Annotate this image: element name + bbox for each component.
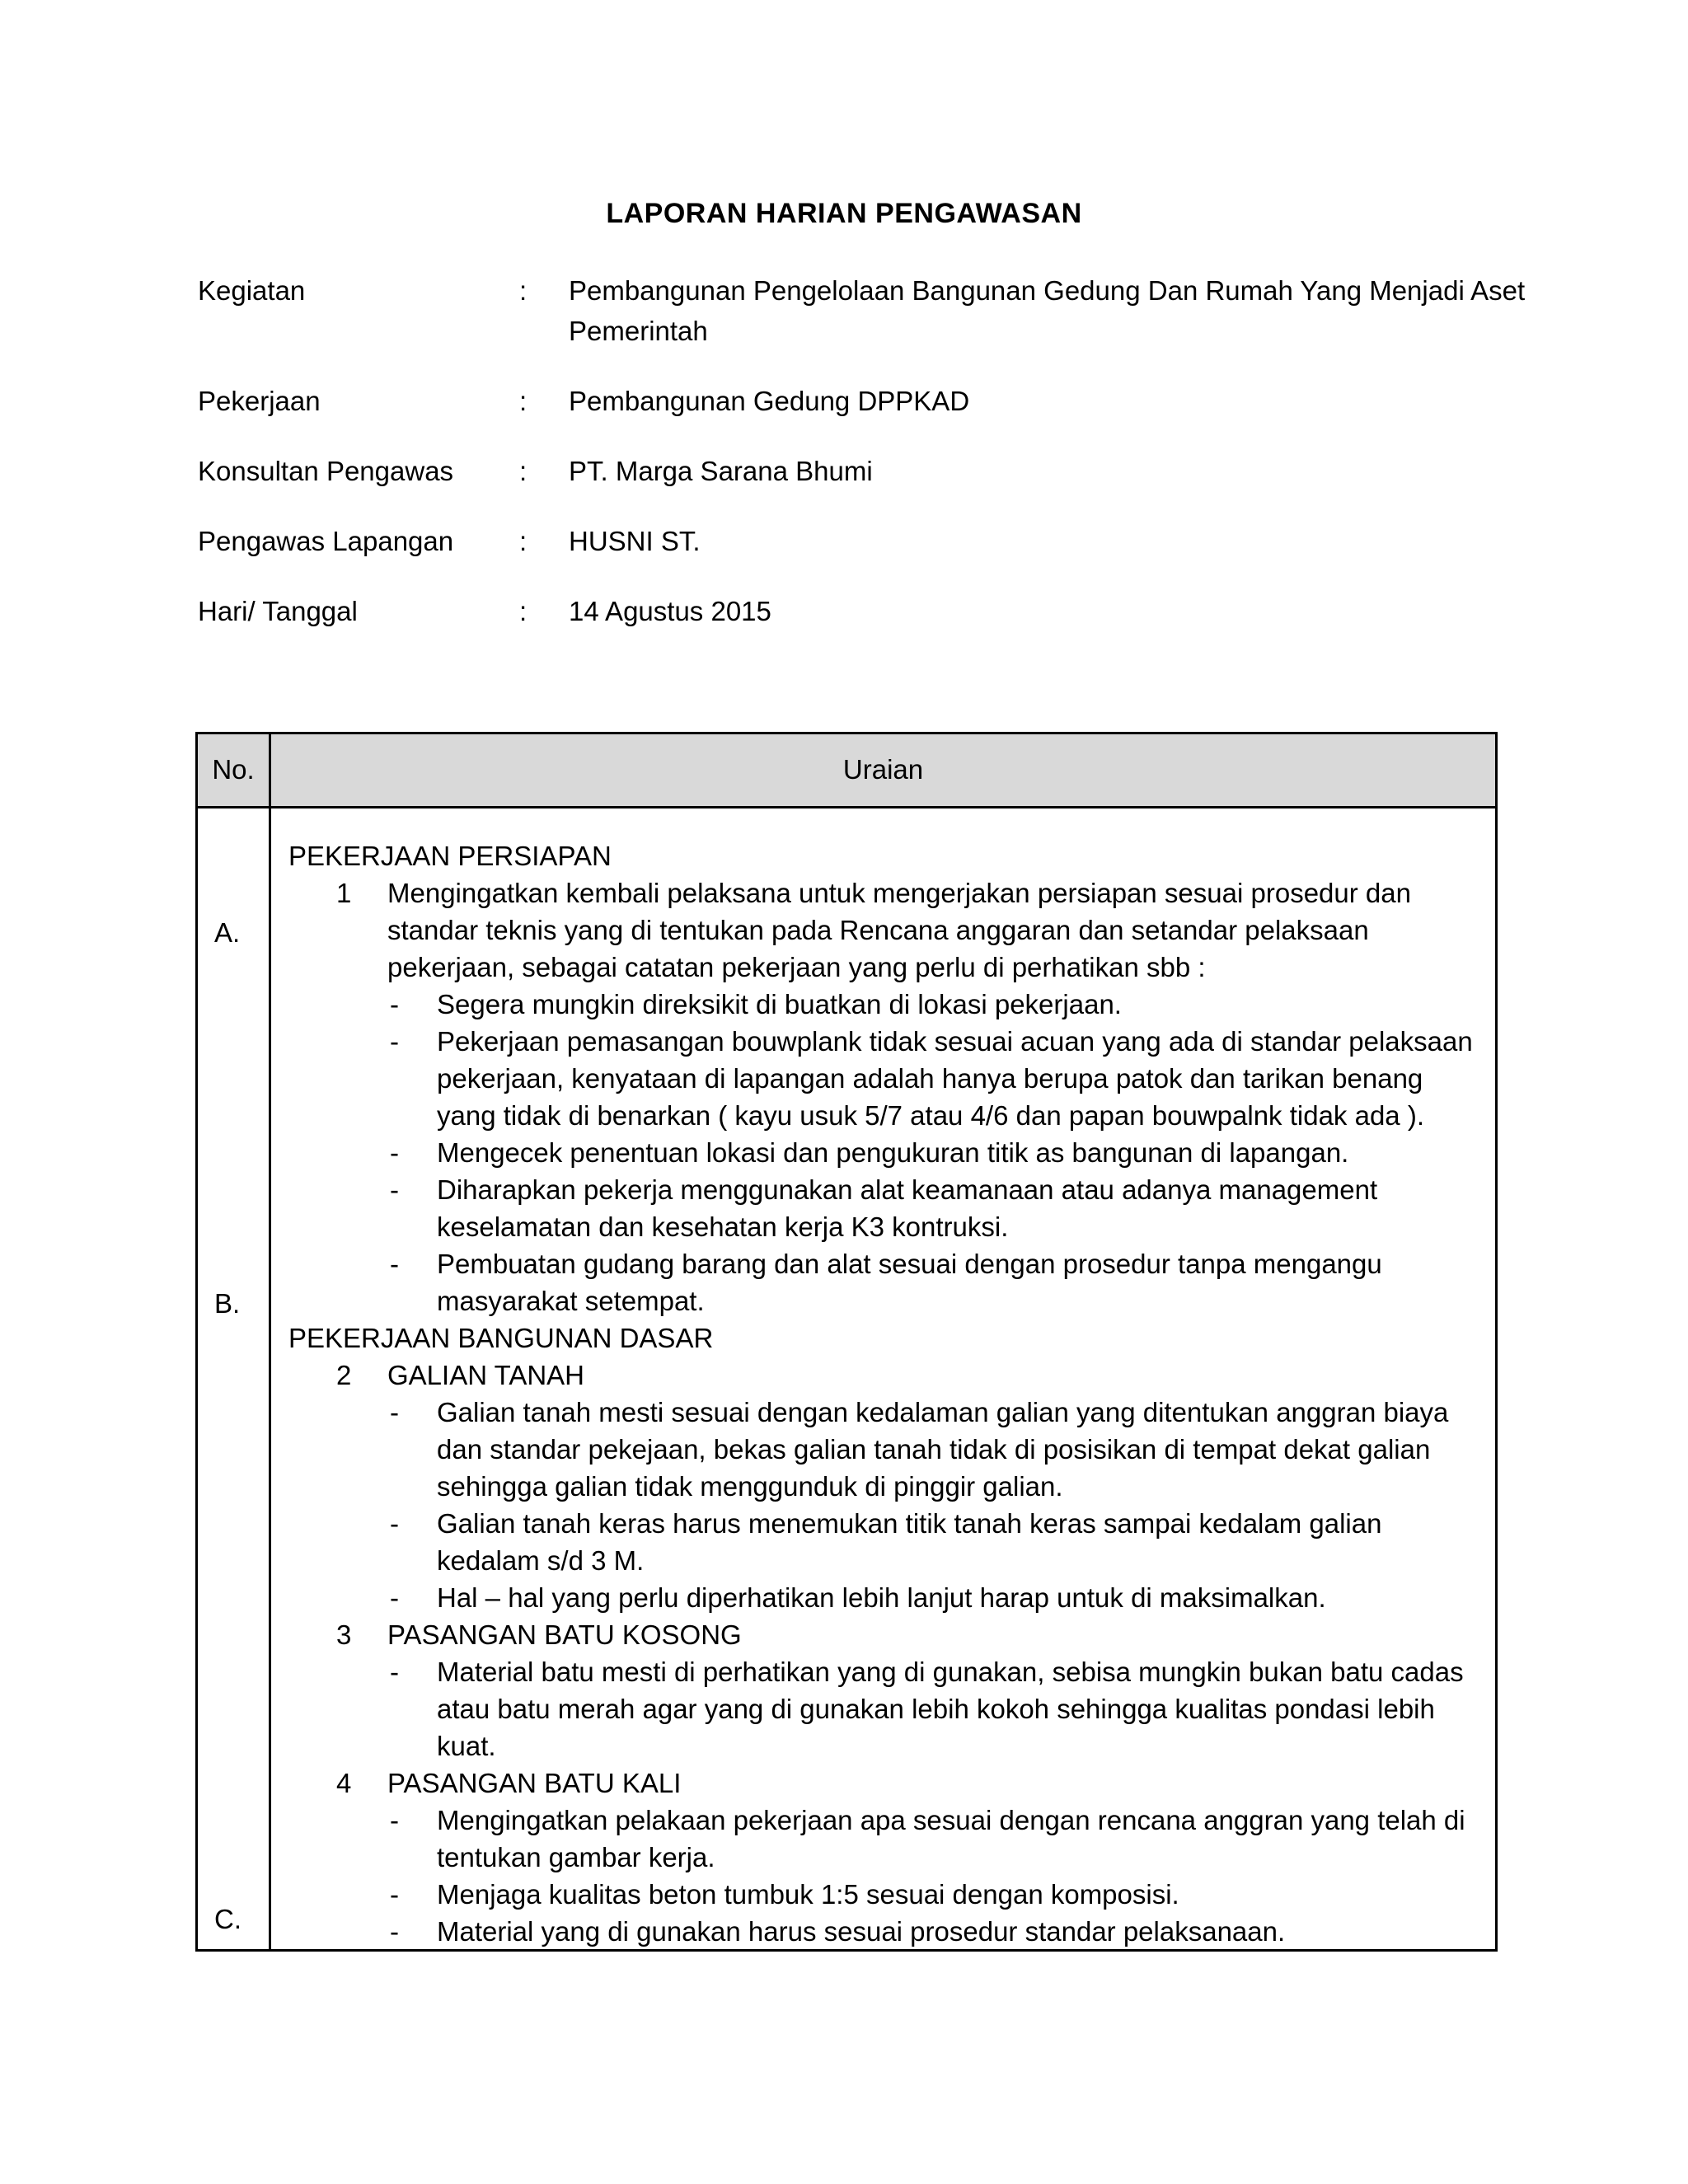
bullet-item (288, 1023, 1475, 1134)
dash-marker: - (390, 1137, 399, 1168)
info-colon: : (519, 596, 528, 626)
item-number: 4 (336, 1768, 352, 1798)
bullet-text: Pekerjaan pemasangan bouwplank tidak sesuai acuan yang ada di standar pelaksaan pekerjaan, kenyataan di lapangan adalah hanya berupa patok dan tarikan benang yang tidak di benarkan ( kayu usuk 5/7 atau 4/6 dan papan bouwpalnk tidak ada ). (437, 1026, 1473, 1131)
bullet-text: Pembuatan gudang barang dan alat sesuai dengan prosedur tanpa mengangu masyarakat setempat. (437, 1249, 1382, 1316)
section-title-a: PEKERJAAN PERSIAPAN (288, 841, 612, 871)
dash-marker: - (390, 1397, 399, 1427)
bullet-item (288, 1134, 1475, 1171)
uraian-content (288, 837, 1475, 1950)
numbered-item-2 (288, 1357, 1475, 1394)
info-row-pekerjaan (198, 381, 1533, 421)
document-title: LAPORAN HARIAN PENGAWASAN (606, 198, 1082, 229)
info-row-konsultan (198, 451, 1533, 491)
letter-a: A. (214, 917, 241, 948)
bullet-item (288, 1653, 1475, 1765)
info-label: Hari/ Tanggal (198, 596, 358, 626)
bullet-text: Galian tanah keras harus menemukan titik tanah keras sampai kedalam galian kedalam s/d 3 M. (437, 1508, 1382, 1576)
letter-c: C. (214, 1904, 241, 1934)
bullet-text: Galian tanah mesti sesuai dengan kedalaman galian yang ditentukan anggran biaya dan standar pekejaan, bekas galian tanah tidak di posisikan di tempat dekat galian sehingga galian tidak menggunduk di pinggir galian. (437, 1397, 1449, 1502)
info-label: Pengawas Lapangan (198, 526, 454, 556)
dash-marker: - (390, 1805, 399, 1835)
bullet-item (288, 1394, 1475, 1505)
report-table (195, 732, 1498, 1952)
info-label: Kegiatan (198, 275, 306, 306)
bullet-text: Diharapkan pekerja menggunakan alat keamanaan atau adanya management keselamatan dan kesehatan kerja K3 kontruksi. (437, 1174, 1378, 1242)
bullet-text: Mengecek penentuan lokasi dan pengukuran titik as bangunan di lapangan. (437, 1137, 1349, 1168)
info-colon: : (519, 456, 528, 486)
bullet-item (288, 1802, 1475, 1876)
dash-marker: - (390, 1657, 399, 1687)
dash-marker: - (390, 1249, 399, 1279)
header-uraian: Uraian (842, 754, 924, 785)
numbered-item-3 (288, 1616, 1475, 1653)
info-colon: : (519, 275, 528, 306)
info-block (198, 270, 1533, 661)
item-text: PASANGAN BATU KOSONG (387, 1619, 742, 1650)
letter-b: B. (214, 1288, 241, 1319)
table-header (198, 734, 1495, 808)
info-colon: : (519, 526, 528, 556)
item-number: 1 (336, 878, 352, 908)
column-divider (269, 734, 271, 1949)
bullet-text: Hal – hal yang perlu diperhatikan lebih lanjut harap untuk di maksimalkan. (437, 1582, 1326, 1613)
bullet-item (288, 1505, 1475, 1579)
bullet-item (288, 1913, 1475, 1950)
bullet-text: Material yang di gunakan harus sesuai prosedur standar pelaksanaan. (437, 1916, 1286, 1947)
section-title-b: PEKERJAAN BANGUNAN DASAR (288, 1323, 714, 1353)
numbered-item-1 (288, 874, 1475, 986)
info-label: Pekerjaan (198, 386, 321, 416)
bullet-item (288, 1171, 1475, 1245)
info-value: PT. Marga Sarana Bhumi (569, 456, 873, 486)
dash-marker: - (390, 1916, 399, 1947)
dash-marker: - (390, 1174, 399, 1205)
info-row-pengawas (198, 521, 1533, 561)
item-number: 3 (336, 1619, 352, 1650)
info-colon: : (519, 386, 528, 416)
dash-marker: - (390, 1582, 399, 1613)
info-value: 14 Agustus 2015 (569, 596, 771, 626)
dash-marker: - (390, 1508, 399, 1539)
info-row-kegiatan (198, 270, 1533, 351)
dash-marker: - (390, 1026, 399, 1057)
item-text: PASANGAN BATU KALI (387, 1768, 682, 1798)
dash-marker: - (390, 989, 399, 1019)
bullet-text: Mengingatkan pelakaan pekerjaan apa sesuai dengan rencana anggran yang telah di tentukan gambar kerja. (437, 1805, 1465, 1872)
bullet-text: Segera mungkin direksikit di buatkan di lokasi pekerjaan. (437, 989, 1122, 1019)
info-value: Pembangunan Pengelolaan Bangunan Gedung Dan Rumah Yang Menjadi Aset Pemerintah (569, 275, 1526, 346)
item-number: 2 (336, 1360, 352, 1390)
bullet-item (288, 986, 1475, 1023)
info-value: Pembangunan Gedung DPPKAD (569, 386, 970, 416)
bullet-item (288, 1876, 1475, 1913)
header-no: No. (212, 754, 255, 785)
dash-marker: - (390, 1879, 399, 1910)
info-label: Konsultan Pengawas (198, 456, 454, 486)
numbered-item-4 (288, 1765, 1475, 1802)
info-value: HUSNI ST. (569, 526, 701, 556)
bullet-item (288, 1245, 1475, 1319)
item-text: GALIAN TANAH (387, 1360, 585, 1390)
info-row-tanggal (198, 591, 1533, 631)
bullet-text: Menjaga kualitas beton tumbuk 1:5 sesuai dengan komposisi. (437, 1879, 1179, 1910)
bullet-item (288, 1579, 1475, 1616)
bullet-text: Material batu mesti di perhatikan yang di gunakan, sebisa mungkin bukan batu cadas atau batu merah agar yang di gunakan lebih kokoh sehingga kualitas pondasi lebih kuat. (437, 1657, 1464, 1761)
item-text: Mengingatkan kembali pelaksana untuk mengerjakan persiapan sesuai prosedur dan standar teknis yang di tentukan pada Rencana anggaran dan setandar pelaksaan pekerjaan, sebagai catatan pekerjaan yang perlu di perhatikan sbb : (387, 878, 1411, 982)
